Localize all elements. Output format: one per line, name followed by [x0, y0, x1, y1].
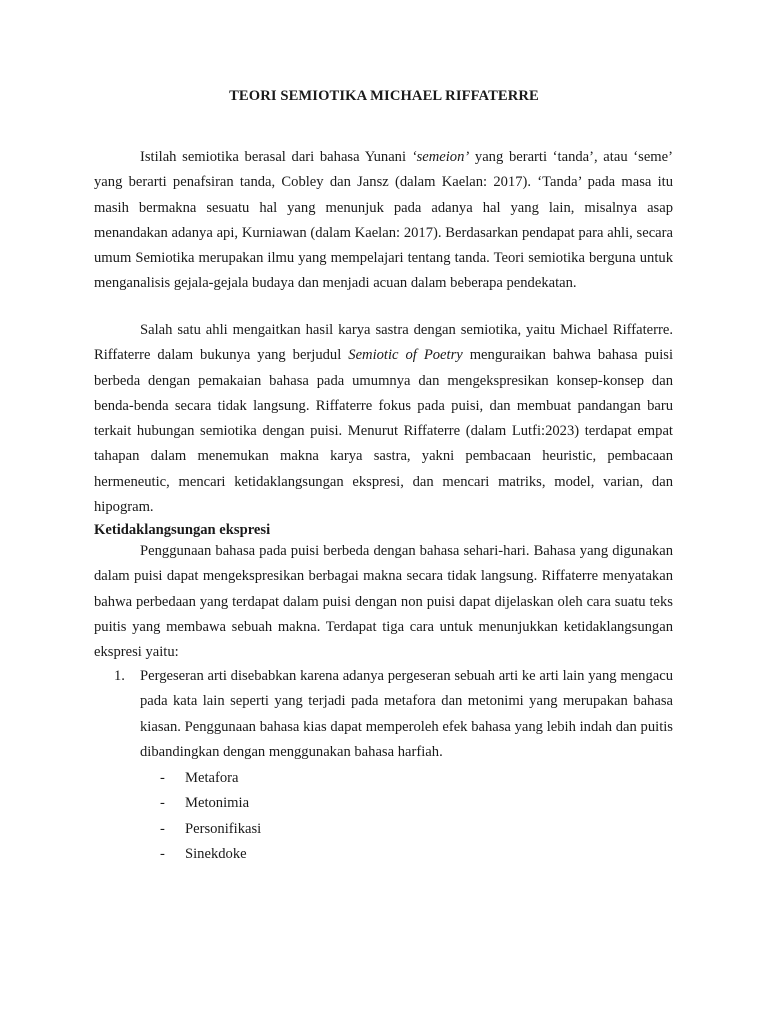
paragraph-ketidaklangsungan: Penggunaan bahasa pada puisi berbeda dengan bahasa sehari-hari. Bahasa yang digunakan dalam puisi dapat mengekspresikan berbagai makna secara tidak langsung. Riffaterre menyatakan bahwa perbedaan yang terdapat dalam puisi dengan non puisi dapat dijelaskan oleh cara suatu teks puitis yang membawa sebuah makna. Terdapat tiga cara untuk menunjukkan ketidaklangsungan ekspresi yaitu:	[94, 543, 673, 661]
document-title: TEORI SEMIOTIKA MICHAEL RIFFATERRE	[229, 88, 539, 104]
dash-list-item-label: Metonimia	[185, 795, 250, 812]
dash-bullet: -	[160, 845, 165, 862]
paragraph-text: Istilah semiotika berasal dari bahasa Yunani	[140, 149, 412, 165]
paragraph-definition	[94, 145, 673, 297]
paragraph-text: yang berarti ‘tanda’, atau ‘seme’ yang berarti penafsiran tanda, Cobley dan Jansz (dalam Kaelan: 2017). ‘Tanda’ pada masa itu masih bermakna sesuatu hal yang menunjuk pada adanya hal yang lain, misalnya asap menandakan adanya api, Kurniawan (dalam Kaelan: 2017). Berdasarkan pendapat para ahli, secara umum Semiotika merupakan ilmu yang mempelajari tentang tanda. Teori semiotika berguna untuk menganalisis gejala-gejala budaya dan menjadi acuan dalam beberapa pendekatan.	[94, 149, 673, 292]
section-heading: Ketidaklangsungan ekspresi	[94, 522, 271, 538]
dash-list-item-label: Metafora	[185, 770, 239, 786]
numbered-list	[94, 664, 673, 765]
paragraph-riffaterre	[94, 318, 673, 520]
dash-list-item-label: Sinekdoke	[185, 845, 247, 862]
dash-bullet: -	[160, 820, 165, 837]
dash-list-item-label: Personifikasi	[185, 820, 262, 837]
italic-book-title: Semiotic of Poetry	[348, 347, 463, 364]
dash-bullet: -	[160, 795, 165, 812]
dash-bullet: -	[160, 770, 165, 786]
paragraph-text: Salah satu ahli mengaitkan hasil karya sastra dengan semiotika, yaitu Michael Riffaterre. Riffaterre dalam bukunya yang berjudul	[94, 322, 673, 364]
paragraph-text: menguraikan bahwa bahasa puisi berbeda dengan pemakaian bahasa pada umumnya dan mengekspresikan konsep-konsep dan benda-benda secara tidak langsung. Riffaterre fokus pada puisi, dan membuat pandangan baru terkait hubungan semiotika dengan puisi. Menurut Riffaterre (dalam Lutfi:2023) terdapat empat tahapan dalam menemukan makna karya sastra, yakni pembacaan heuristic, pembacaan hermeneutic, mencari ketidaklangsungan ekspresi, dan mencari matriks, model, varian, dan hipogram.	[94, 347, 673, 516]
list-item-text: Pergeseran arti disebabkan karena adanya pergeseran sebuah arti ke arti lain yang mengacu pada kata lain seperti yang terjadi pada metafora dan metonimi yang merupakan bahasa kiasan. Penggunaan bahasa kias dapat memperoleh efek bahasa yang lebih indah dan puitis dibandingkan dengan menggunakan bahasa harfiah.	[140, 668, 673, 760]
list-item	[94, 664, 673, 765]
list-number: 1.	[114, 668, 125, 684]
italic-term: ‘semeion’	[411, 149, 470, 165]
